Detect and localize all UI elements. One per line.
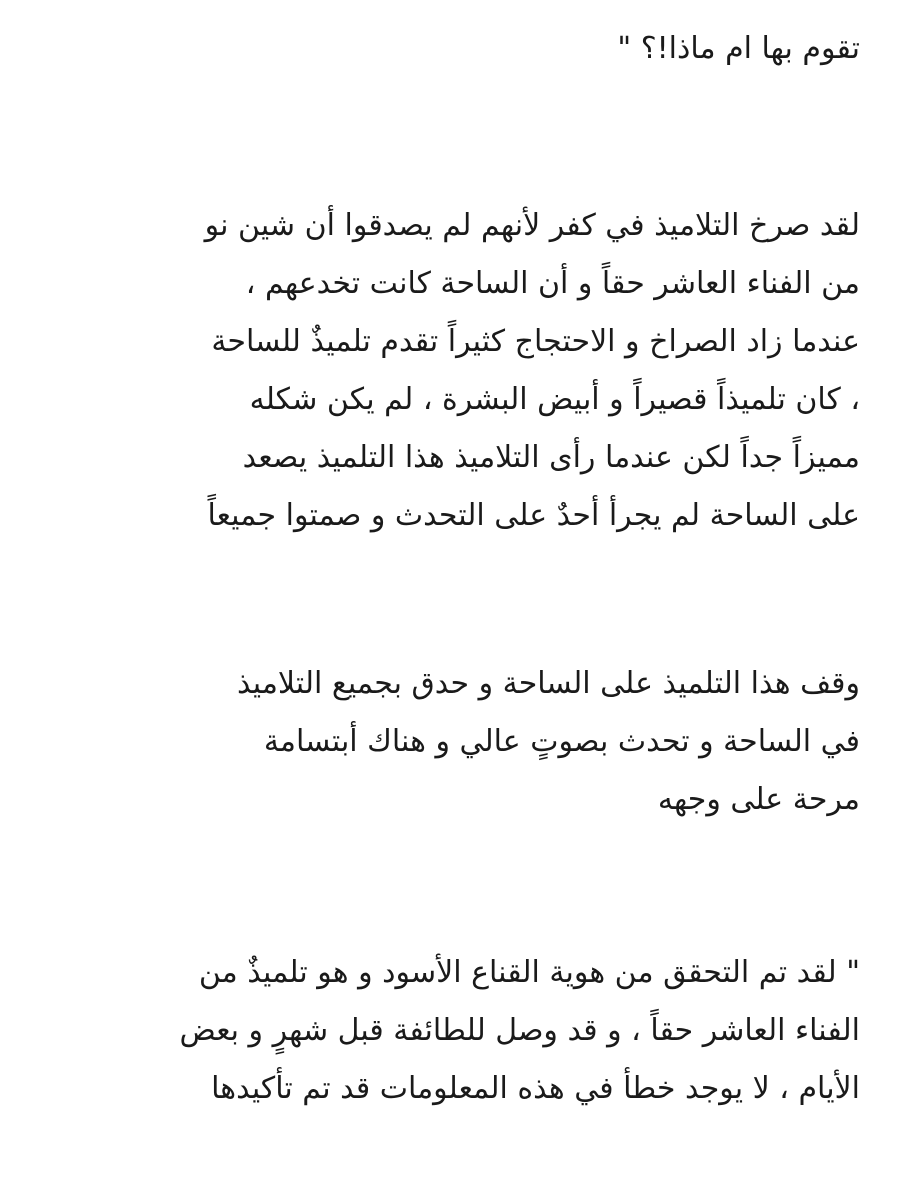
paragraph-identity-confirmed bbox=[40, 944, 860, 1118]
text-line: على الساحة لم يجرأ أحدٌ على التحدث و صمتوا جميعاً bbox=[207, 498, 860, 533]
text-line: مرحة على وجهه bbox=[657, 782, 860, 817]
paragraph-question-fragment bbox=[40, 20, 860, 78]
paragraph-student-on-stage bbox=[40, 655, 860, 829]
text-line: الأيام ، لا يوجد خطأ في هذه المعلومات قد تم تأكيدها bbox=[211, 1071, 860, 1106]
text-line: من الفناء العاشر حقاً و أن الساحة كانت تخدعهم ، bbox=[245, 266, 860, 301]
paragraph-students-shout bbox=[40, 197, 860, 545]
text-line: وقف هذا التلميذ على الساحة و حدق بجميع التلاميذ bbox=[237, 666, 860, 701]
text-line: " لقد تم التحقق من هوية القناع الأسود و هو تلميذٌ من bbox=[198, 955, 860, 990]
text-line: ، كان تلميذاً قصيراً و أبيض البشرة ، لم يكن شكله bbox=[249, 382, 860, 417]
text-line: الفناء العاشر حقاً ، و قد وصل للطائفة قبل شهرٍ و بعض bbox=[179, 1013, 860, 1048]
text-line: في الساحة و تحدث بصوتٍ عالي و هناك أبتسامة bbox=[263, 724, 860, 759]
text-line: عندما زاد الصراخ و الاحتجاج كثيراً تقدم تلميذٌ للساحة bbox=[211, 324, 860, 359]
text-line: مميزاً جداً لكن عندما رأى التلاميذ هذا التلميذ يصعد bbox=[242, 440, 860, 475]
text-line: لقد صرخ التلاميذ في كفر لأنهم لم يصدقوا أن شين نو bbox=[204, 208, 860, 243]
text-line: تقوم بها ام ماذا!؟ " bbox=[617, 31, 860, 66]
